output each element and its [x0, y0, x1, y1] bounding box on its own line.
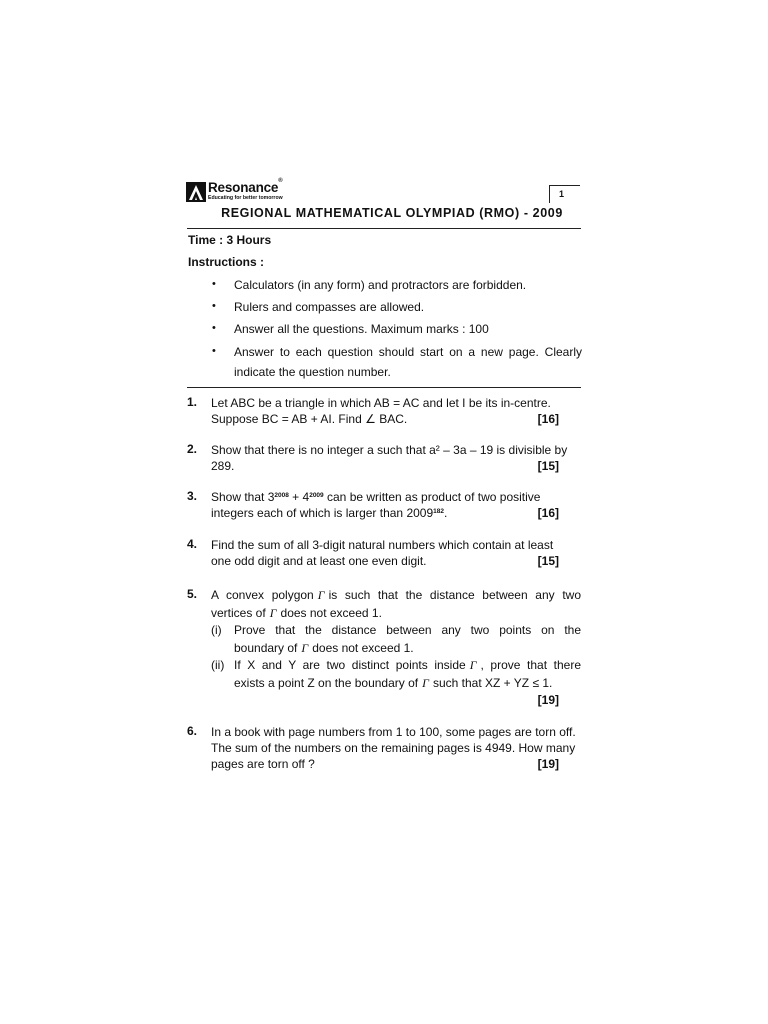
question-marks: [19]: [537, 757, 559, 771]
question-line: Let ABC be a triangle in which AB = AC and let I be its in-centre.: [211, 396, 551, 410]
bullet-icon: •: [212, 322, 216, 334]
question-line: pages are torn off ? [19]: [211, 757, 559, 771]
question-marks: [16]: [537, 412, 559, 426]
angle-icon: ∠: [365, 412, 376, 426]
sub-question-tag: (i): [211, 623, 222, 637]
question-1: [211, 395, 581, 427]
instruction-item: Answer all the questions. Maximum marks : 100: [234, 322, 489, 336]
gamma-symbol: Γ: [317, 588, 325, 602]
question-number: 4.: [187, 537, 198, 551]
question-line: A convex polygon Γ is such that the distance between any two: [211, 588, 581, 602]
bullet-icon: •: [212, 278, 216, 290]
question-5: [211, 587, 581, 709]
gamma-symbol: Γ: [422, 675, 429, 690]
question-marks: [15]: [537, 459, 559, 473]
logo-tagline: Educating for better tomorrow: [208, 195, 283, 201]
logo-registered-mark: ®: [278, 178, 283, 184]
question-line: integers each of which is larger than 2009$^{182}$. [16]: [211, 506, 559, 520]
divider-middle: [187, 387, 581, 388]
divider-top: [187, 228, 581, 229]
bullet-icon: •: [212, 300, 216, 312]
question-number: 3.: [187, 489, 198, 503]
question-line: 289. [15]: [211, 459, 559, 473]
question-marks: [15]: [537, 554, 559, 568]
instructions-label: Instructions :: [188, 255, 265, 269]
logo-triangle-icon: [186, 182, 206, 202]
question-line: [211, 692, 581, 709]
question-line: Find the sum of all 3-digit natural numbers which contain at least: [211, 538, 554, 552]
question-marks: [19]: [537, 693, 559, 707]
sub-question-i: (i) Prove that the distance between any two points on the boundary of Γ does not exceed 1.: [211, 623, 581, 655]
question-line: Show that $3^{2008} + 4^{2009}$ can be written as product of two positive: [211, 490, 541, 504]
question-number: 2.: [187, 442, 198, 456]
question-line: one odd digit and at least one even digit. [15]: [211, 554, 559, 568]
question-4: [211, 537, 581, 569]
instruction-item: Calculators (in any form) and protractors are forbidden.: [234, 278, 527, 292]
question-line: Show that there is no integer a such that a² – 3a – 19 is divisible by: [211, 443, 568, 457]
question-marks: [16]: [537, 506, 559, 520]
sub-question-tag: (ii): [211, 658, 225, 672]
exam-title: REGIONAL MATHEMATICAL OLYMPIAD (RMO) - 2009: [221, 206, 563, 220]
question-number: 5.: [187, 587, 198, 601]
question-line: The sum of the numbers on the remaining pages is 4949. How many: [211, 741, 576, 755]
page-number: 1: [559, 189, 565, 199]
question-line: Suppose BC = AB + AI. Find ∠ BAC. [16]: [211, 412, 559, 426]
time-label: Time : 3 Hours: [188, 233, 272, 247]
sub-question-ii: (ii) If X and Y are two distinct points inside Γ , prove that there exists a point Z on the boundary of Γ such that XZ + YZ ≤ 1.: [211, 658, 581, 690]
bullet-icon: •: [212, 345, 216, 357]
question-line: vertices of Γ does not exceed 1.: [211, 605, 382, 620]
gamma-symbol: Γ: [469, 658, 477, 672]
question-3: [211, 489, 581, 521]
question-number: 1.: [187, 395, 198, 409]
instruction-item: Rulers and compasses are allowed.: [234, 300, 425, 314]
logo-name: Resonance®: [208, 178, 283, 195]
question-line: In a book with page numbers from 1 to 100, some pages are torn off.: [211, 725, 576, 739]
question-6: [211, 724, 581, 772]
question-2: [211, 442, 581, 474]
gamma-symbol: Γ: [301, 640, 309, 655]
question-number: 6.: [187, 724, 198, 738]
resonance-logo: [186, 178, 296, 203]
page-number-box: [549, 185, 580, 203]
instruction-item: Answer to each question should start on a new page. Clearly indicate the question number.: [234, 345, 582, 379]
gamma-symbol: Γ: [269, 605, 277, 620]
